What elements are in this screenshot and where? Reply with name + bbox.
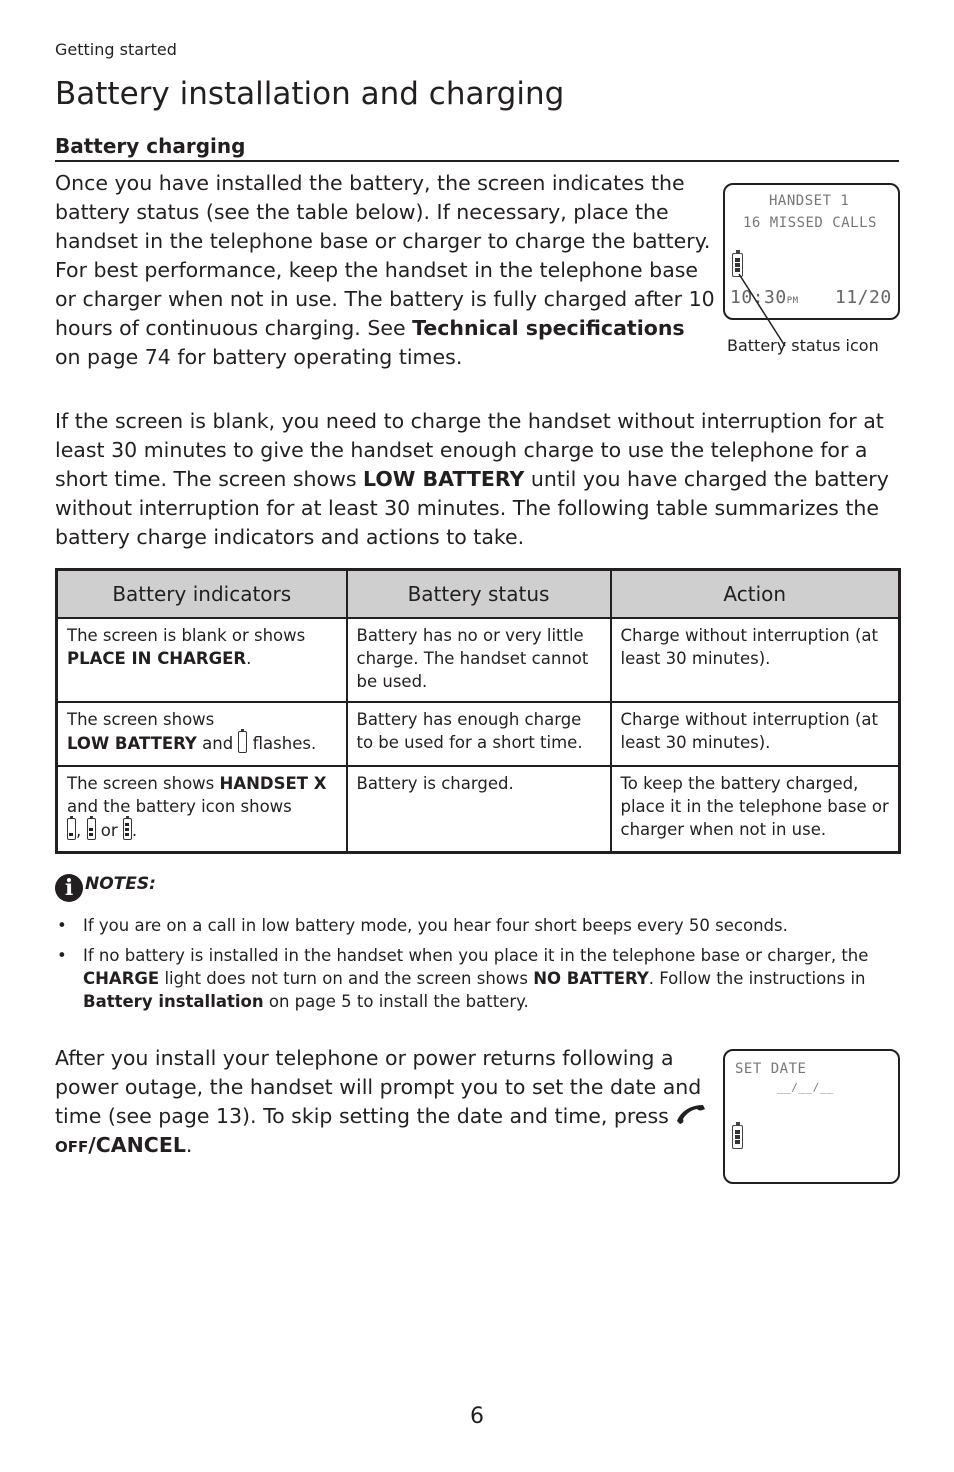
table-header-row bbox=[57, 570, 900, 619]
battery-two-bar-icon bbox=[87, 818, 96, 840]
action-cell: To keep the battery charged, place it in the telephone base or charger when not in use. bbox=[611, 766, 900, 852]
table-row bbox=[57, 766, 900, 852]
handset-screen-set-date bbox=[723, 1049, 900, 1184]
status-cell: Battery has enough charge to be used for a short time. bbox=[347, 702, 611, 766]
battery-full-icon bbox=[123, 818, 132, 840]
table-row bbox=[57, 618, 900, 702]
screen-line-missed-calls: 16 MISSED CALLS bbox=[743, 215, 877, 231]
screen-date: 11/20 bbox=[835, 287, 892, 308]
status-cell: Battery has no or very little charge. The handset cannot be used. bbox=[347, 618, 611, 702]
action-cell: Charge without interruption (at least 30 minutes). bbox=[611, 618, 900, 702]
status-cell: Battery is charged. bbox=[347, 766, 611, 852]
indicator-cell: The screen is blank or shows PLACE IN CHARGER. bbox=[57, 618, 347, 702]
note-item: • If you are on a call in low battery mode, you hear four short beeps every 50 seconds. bbox=[55, 914, 900, 937]
column-header: Battery status bbox=[347, 570, 611, 619]
note-item: • If no battery is installed in the handset when you place it in the telephone base or charger, the CHARGE light does not turn on and the screen shows NO BATTERY. Follow the instructions in Battery installation on page 5 to install the battery. bbox=[55, 944, 900, 1013]
set-date-paragraph: After you install your telephone or power returns following a power outage, the handset will prompt you to set the date and time (see page 13). To skip setting the date and time, press OFF/CANCEL. bbox=[55, 1044, 710, 1162]
column-header: Action bbox=[611, 570, 900, 619]
intro-paragraph: Once you have installed the battery, the screen indicates the battery status (see the table below). If necessary, place the handset in the telephone base or charger to charge the battery. For best performance, keep the handset in the telephone base or charger when not in use. The battery is fully charged after 10 hours of continuous charging. See Technical specifications on page 74 for battery operating times. bbox=[55, 171, 715, 369]
page-number: 6 bbox=[470, 1404, 484, 1429]
screen-time: 10:30PM bbox=[730, 287, 799, 308]
info-icon: i bbox=[55, 874, 83, 902]
notes-list bbox=[55, 914, 900, 1020]
indicator-cell: The screen shows HANDSET X and the battery icon shows , or . bbox=[57, 766, 347, 852]
blank-screen-paragraph: If the screen is blank, you need to charge the handset without interruption for at least 30 minutes to give the handset enough charge to use the telephone for a short time. The screen shows LOW BATTERY until you have charged the battery without interruption for at least 30 minutes. The following table summarizes the battery charge indicators and actions to take. bbox=[55, 409, 889, 549]
battery-empty-icon bbox=[238, 731, 247, 753]
battery-one-bar-icon bbox=[67, 818, 76, 840]
sub-heading: Battery charging bbox=[55, 134, 899, 162]
battery-indicators-table bbox=[55, 568, 901, 854]
battery-full-icon bbox=[732, 1125, 743, 1149]
screen-line-set-date: SET DATE bbox=[735, 1061, 807, 1077]
screen-line-handset: HANDSET 1 bbox=[769, 193, 850, 209]
screen-line-date-placeholder: __/__/__ bbox=[777, 1081, 834, 1094]
battery-status-callout: Battery status icon bbox=[727, 336, 879, 355]
column-header: Battery indicators bbox=[57, 570, 347, 619]
notes-heading: i NOTES: bbox=[55, 874, 156, 902]
phone-hangup-icon bbox=[675, 1103, 707, 1125]
table-row bbox=[57, 702, 900, 766]
tech-specs-reference: Technical specifications bbox=[412, 316, 685, 340]
section-label: Getting started bbox=[55, 40, 177, 59]
indicator-cell: The screen shows LOW BATTERY and flashes. bbox=[57, 702, 347, 766]
page-title: Battery installation and charging bbox=[55, 76, 565, 112]
action-cell: Charge without interruption (at least 30 minutes). bbox=[611, 702, 900, 766]
